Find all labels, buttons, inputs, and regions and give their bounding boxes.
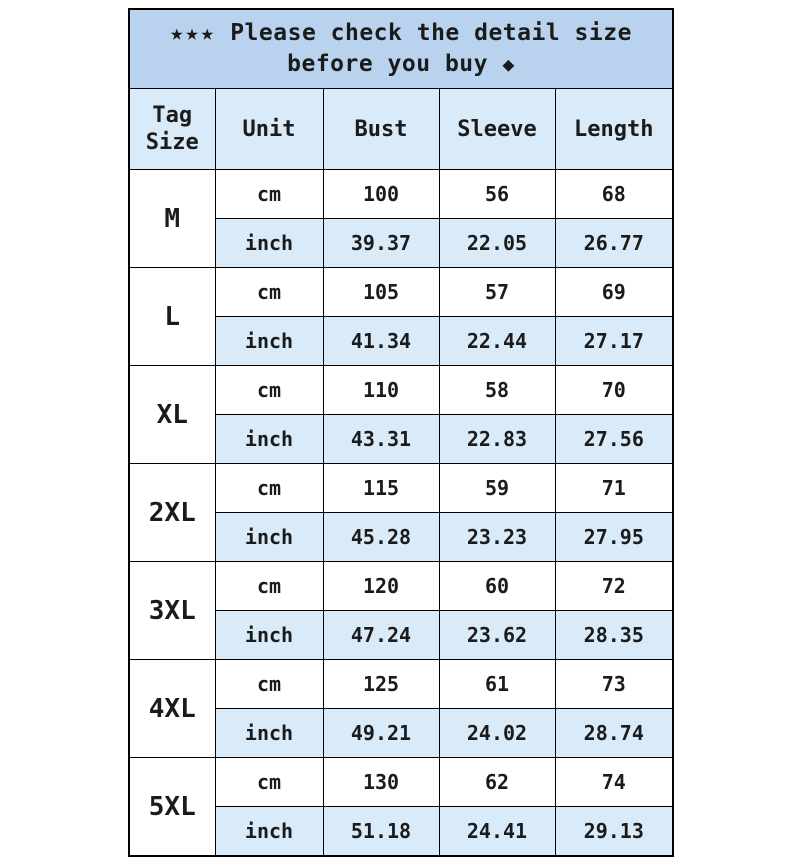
cell-length-cm: 69 — [555, 268, 673, 317]
banner-row — [129, 9, 673, 89]
cell-length-inch: 27.17 — [555, 317, 673, 366]
cell-sleeve-inch: 22.44 — [439, 317, 555, 366]
cell-bust-cm: 115 — [323, 464, 439, 513]
header-bust: Bust — [323, 89, 439, 170]
size-label: 5XL — [129, 758, 215, 857]
cell-sleeve-cm: 57 — [439, 268, 555, 317]
size-chart-table — [128, 8, 674, 857]
cell-sleeve-inch: 24.02 — [439, 709, 555, 758]
cell-bust-inch: 39.37 — [323, 219, 439, 268]
cell-sleeve-cm: 56 — [439, 170, 555, 219]
table-row — [129, 758, 673, 807]
size-label: XL — [129, 366, 215, 464]
size-label: 3XL — [129, 562, 215, 660]
table-row — [129, 366, 673, 415]
cell-bust-cm: 110 — [323, 366, 439, 415]
unit-label-inch: inch — [215, 513, 323, 562]
size-chart-container — [128, 8, 672, 844]
header-tag-size-line1: Tag — [152, 102, 193, 128]
unit-label-cm: cm — [215, 758, 323, 807]
header-sleeve: Sleeve — [439, 89, 555, 170]
header-length: Length — [555, 89, 673, 170]
cell-sleeve-inch: 24.41 — [439, 807, 555, 857]
unit-label-cm: cm — [215, 464, 323, 513]
table-row — [129, 660, 673, 709]
size-label: 4XL — [129, 660, 215, 758]
header-tag-size — [129, 89, 215, 170]
cell-length-cm: 73 — [555, 660, 673, 709]
cell-sleeve-inch: 22.83 — [439, 415, 555, 464]
table-row — [129, 268, 673, 317]
unit-label-inch: inch — [215, 611, 323, 660]
cell-bust-inch: 45.28 — [323, 513, 439, 562]
header-row — [129, 89, 673, 170]
cell-bust-inch: 47.24 — [323, 611, 439, 660]
cell-bust-cm: 105 — [323, 268, 439, 317]
cell-length-inch: 28.74 — [555, 709, 673, 758]
cell-sleeve-cm: 62 — [439, 758, 555, 807]
cell-bust-cm: 125 — [323, 660, 439, 709]
size-label: L — [129, 268, 215, 366]
unit-label-cm: cm — [215, 562, 323, 611]
cell-length-inch: 29.13 — [555, 807, 673, 857]
table-row — [129, 464, 673, 513]
cell-length-cm: 71 — [555, 464, 673, 513]
cell-sleeve-cm: 58 — [439, 366, 555, 415]
header-unit: Unit — [215, 89, 323, 170]
unit-label-cm: cm — [215, 366, 323, 415]
cell-length-cm: 74 — [555, 758, 673, 807]
cell-bust-inch: 43.31 — [323, 415, 439, 464]
banner-text: Please check the detail size before you buy — [230, 20, 632, 78]
cell-sleeve-cm: 60 — [439, 562, 555, 611]
cell-sleeve-cm: 61 — [439, 660, 555, 709]
unit-label-inch: inch — [215, 219, 323, 268]
diamond-icon: ◆ — [502, 52, 515, 77]
size-label: M — [129, 170, 215, 268]
cell-bust-inch: 49.21 — [323, 709, 439, 758]
banner-cell — [129, 9, 673, 89]
star-icon: ★★★ — [170, 21, 216, 46]
cell-sleeve-inch: 23.62 — [439, 611, 555, 660]
cell-length-inch: 26.77 — [555, 219, 673, 268]
cell-length-cm: 70 — [555, 366, 673, 415]
unit-label-cm: cm — [215, 268, 323, 317]
cell-sleeve-cm: 59 — [439, 464, 555, 513]
cell-sleeve-inch: 23.23 — [439, 513, 555, 562]
cell-sleeve-inch: 22.05 — [439, 219, 555, 268]
cell-length-inch: 27.95 — [555, 513, 673, 562]
unit-label-inch: inch — [215, 807, 323, 857]
cell-bust-cm: 120 — [323, 562, 439, 611]
unit-label-cm: cm — [215, 170, 323, 219]
cell-length-cm: 72 — [555, 562, 673, 611]
unit-label-inch: inch — [215, 415, 323, 464]
header-tag-size-line2: Size — [145, 130, 199, 156]
cell-bust-cm: 100 — [323, 170, 439, 219]
table-row — [129, 562, 673, 611]
cell-length-inch: 27.56 — [555, 415, 673, 464]
unit-label-inch: inch — [215, 709, 323, 758]
table-row — [129, 170, 673, 219]
cell-bust-inch: 41.34 — [323, 317, 439, 366]
size-label: 2XL — [129, 464, 215, 562]
unit-label-cm: cm — [215, 660, 323, 709]
cell-length-inch: 28.35 — [555, 611, 673, 660]
unit-label-inch: inch — [215, 317, 323, 366]
cell-bust-cm: 130 — [323, 758, 439, 807]
cell-length-cm: 68 — [555, 170, 673, 219]
cell-bust-inch: 51.18 — [323, 807, 439, 857]
